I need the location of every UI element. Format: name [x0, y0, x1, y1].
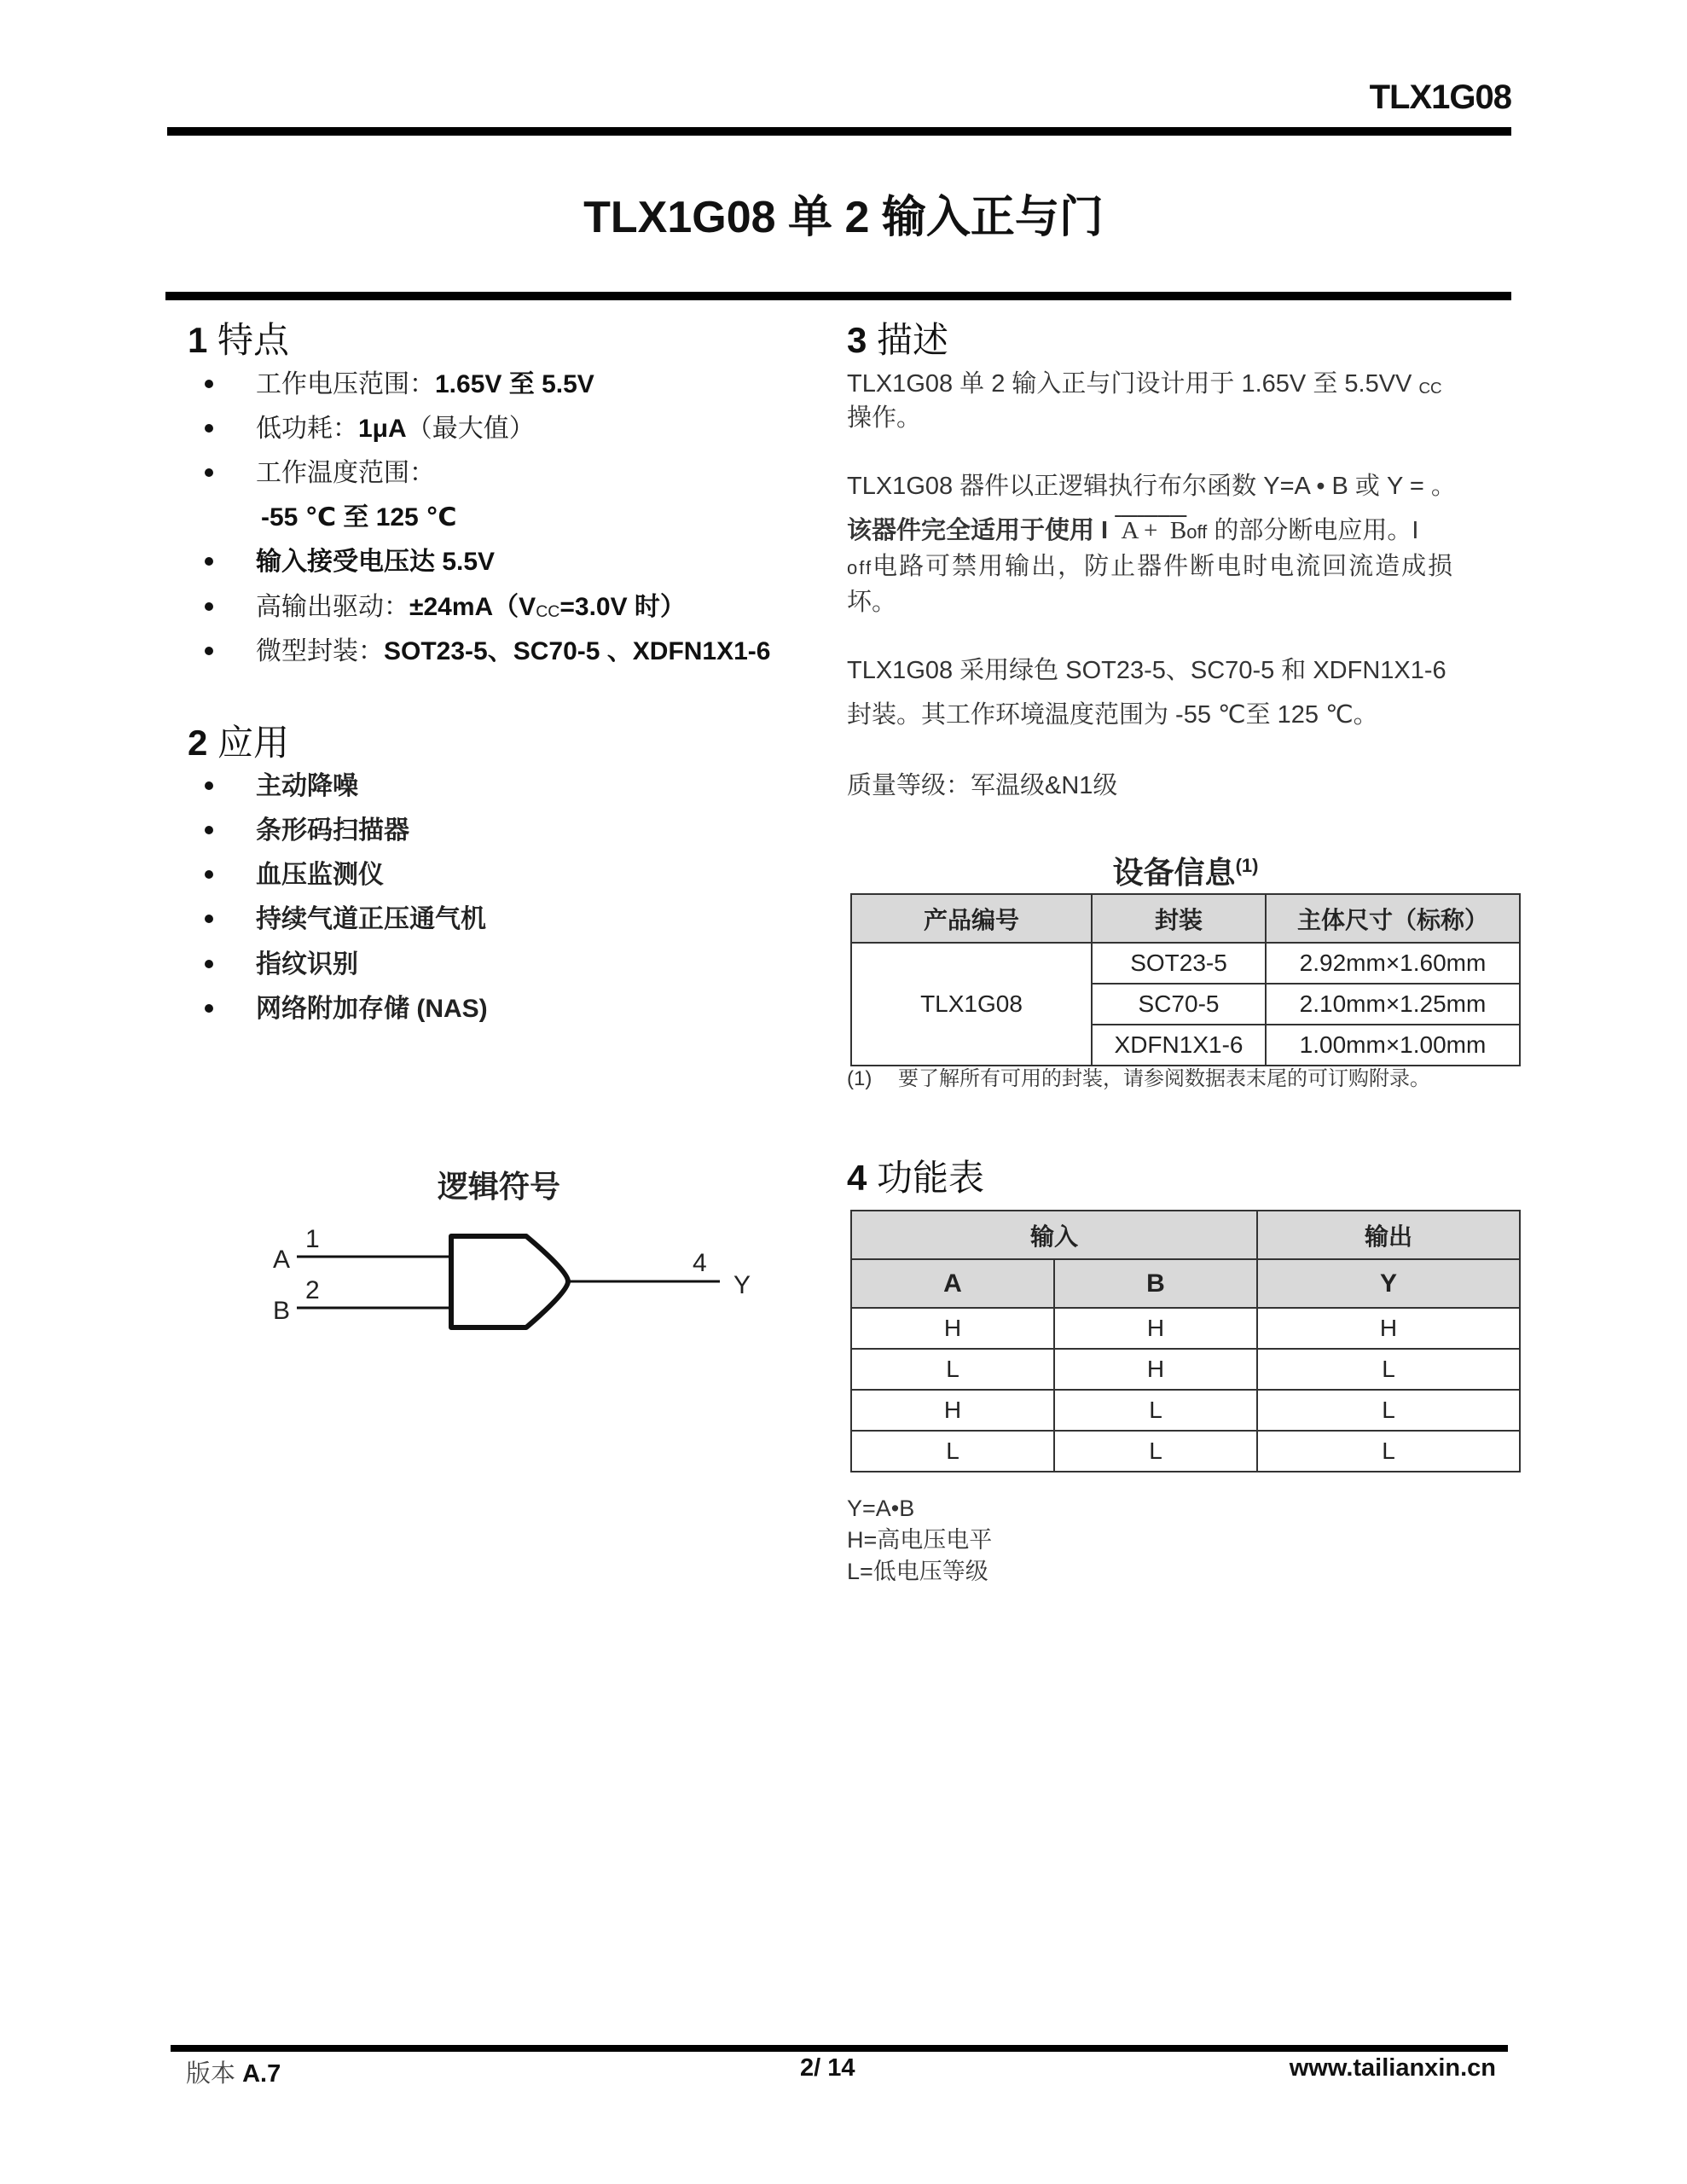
overline-expression	[1115, 517, 1186, 544]
feature-item-package	[256, 639, 771, 665]
cell-a: H	[851, 1390, 1054, 1431]
version-label: 版本	[186, 2060, 236, 2088]
description-p2-line4: 坏。	[847, 589, 897, 616]
size-cell: 1.00mm×1.00mm	[1266, 1025, 1520, 1066]
feature-item-drive	[256, 595, 686, 620]
header-part-number: TLX1G08	[1369, 78, 1511, 116]
cell-b: H	[1054, 1308, 1257, 1349]
package-cell: SOT23-5	[1092, 943, 1266, 984]
cell-y: L	[1257, 1431, 1520, 1472]
feature-label: 工作电压范围：	[256, 370, 435, 398]
cell-y: H	[1257, 1308, 1520, 1349]
feature-value: -55 ℃ 至 125 ℃	[261, 503, 457, 531]
application-item: 血压监测仪	[256, 861, 384, 889]
footnote-text: 要了解所有可用的封装，请参阅数据表末尾的可订购附录。	[898, 1067, 1431, 1090]
table-row	[851, 943, 1520, 984]
description-heading-number: 3	[847, 320, 867, 360]
footnote-ref: (1)	[1235, 855, 1259, 876]
col-header-size: 主体尺寸（标称）	[1266, 894, 1520, 943]
footnote-number: (1)	[847, 1067, 872, 1090]
feature-value: 5.5V	[442, 548, 496, 576]
application-item: 主动降噪	[256, 772, 358, 800]
table-row	[851, 1308, 1520, 1349]
applications-heading-number: 2	[188, 723, 208, 763]
device-info-footnote	[847, 1061, 1430, 1091]
function-heading-text: 功能表	[877, 1158, 985, 1198]
feature-item-temp	[256, 461, 435, 486]
bold-text: 该器件完全适用于使用 I	[847, 517, 1109, 544]
cell-b: L	[1054, 1431, 1257, 1472]
input-a-label: A	[273, 1246, 291, 1274]
feature-label: 微型封装：	[256, 637, 384, 665]
cell-b: H	[1054, 1349, 1257, 1390]
feature-item-power	[256, 416, 535, 442]
feature-subscript: CC	[536, 601, 560, 621]
application-item: 网络附加存储 (NAS)	[256, 995, 488, 1023]
footer-page-number: 2/ 14	[800, 2054, 855, 2082]
feature-suffix: （最大值）	[406, 415, 535, 443]
features-heading-text: 特点	[217, 320, 290, 360]
bullet-icon	[205, 1004, 213, 1013]
features-heading-number: 1	[188, 320, 208, 360]
bullet-icon	[205, 915, 213, 923]
description-heading	[847, 322, 948, 358]
applications-heading-text: 应用	[217, 723, 290, 763]
bullet-icon	[205, 380, 213, 388]
pin-1-label: 1	[305, 1225, 320, 1253]
description-p2-line3	[847, 555, 1454, 579]
bullet-icon	[205, 557, 213, 566]
table-row	[851, 1390, 1520, 1431]
off-subscript: off	[1186, 521, 1208, 543]
table-header-row	[851, 894, 1520, 943]
input-b-label: B	[273, 1297, 291, 1325]
header-rule	[167, 127, 1511, 136]
footer-website-link[interactable]: www.tailianxin.cn	[1289, 2054, 1496, 2082]
bullet-icon	[205, 826, 213, 834]
group-header-row	[851, 1211, 1520, 1259]
bullet-icon	[205, 424, 213, 433]
col-header-b: B	[1054, 1259, 1257, 1308]
features-heading	[188, 322, 289, 358]
description-p3-line2: 封装。其工作环境温度范围为 -55 ℃至 125 ℃。	[847, 701, 1378, 729]
b-bar: B	[1169, 517, 1187, 544]
bullet-icon	[205, 781, 213, 790]
pin-2-label: 2	[305, 1276, 320, 1304]
function-table	[850, 1210, 1521, 1472]
pin-4-label: 4	[693, 1249, 707, 1277]
description-p2-line1: TLX1G08 器件以正逻辑执行布尔函数 Y=A • B 或 Y = 。	[847, 473, 1456, 500]
cell-a: L	[851, 1349, 1054, 1390]
bullet-icon	[205, 647, 213, 655]
table-row	[851, 1431, 1520, 1472]
feature-item-input-voltage	[256, 549, 495, 575]
footer-rule	[171, 2045, 1508, 2052]
application-item: 持续气道正压通气机	[256, 905, 486, 933]
function-table-heading	[847, 1160, 984, 1196]
function-heading-number: 4	[847, 1158, 867, 1198]
description-p1-line1	[847, 372, 1442, 397]
off-subscript: off	[847, 557, 873, 578]
package-cell: XDFN1X1-6	[1092, 1025, 1266, 1066]
col-header-y: Y	[1257, 1259, 1520, 1308]
application-item: 条形码扫描器	[256, 816, 409, 845]
text: 的部分断电应用。I	[1207, 517, 1419, 544]
feature-item-voltage	[256, 372, 594, 398]
outputs-group-header: 输出	[1257, 1211, 1520, 1259]
text: 电路可禁用输出，防止器件断电时电流回流造成损	[872, 553, 1455, 580]
feature-value: SOT23-5、SC70-5 、XDFN1X1-6	[384, 637, 771, 665]
feature-label: 输入接受电压达	[256, 548, 443, 576]
col-header-row	[851, 1259, 1520, 1308]
feature-label: 高输出驱动：	[256, 593, 409, 621]
plus: +	[1144, 517, 1158, 544]
feature-value: =3.0V 时）	[559, 593, 686, 621]
title-rule	[165, 292, 1511, 300]
and-gate-body	[451, 1236, 568, 1327]
note-equation: Y=A•B	[847, 1496, 915, 1521]
note-low: L=低电压等级	[847, 1559, 988, 1584]
inputs-group-header: 输入	[851, 1211, 1257, 1259]
application-item: 指纹识别	[256, 950, 358, 979]
output-y-label: Y	[733, 1271, 751, 1299]
cell-a: L	[851, 1431, 1054, 1472]
bullet-icon	[205, 468, 213, 477]
bullet-icon	[205, 602, 213, 611]
quality-grade: 质量等级：军温级&N1级	[847, 772, 1118, 799]
feature-value: 1.65V 至 5.5V	[435, 370, 594, 398]
description-heading-text: 描述	[877, 320, 949, 360]
table-row	[851, 1349, 1520, 1390]
footer-version	[186, 2054, 281, 2089]
feature-label: 低功耗：	[256, 415, 358, 443]
feature-value: 1μA	[358, 415, 407, 443]
description-p1-line2: 操作。	[847, 404, 922, 432]
bullet-icon	[205, 870, 213, 879]
package-cell: SC70-5	[1092, 984, 1266, 1025]
feature-value: ±24mA（V	[409, 593, 536, 621]
logic-symbol-title: 逻辑符号	[437, 1169, 560, 1204]
cell-a: H	[851, 1308, 1054, 1349]
col-header-package: 封装	[1092, 894, 1266, 943]
applications-heading	[188, 725, 289, 761]
col-header-a: A	[851, 1259, 1054, 1308]
version-value: A.7	[242, 2060, 281, 2088]
col-header-part: 产品编号	[851, 894, 1092, 943]
description-p2-line2	[847, 519, 1418, 543]
cell-y: L	[1257, 1390, 1520, 1431]
subscript: CC	[1418, 378, 1442, 397]
feature-label: 工作温度范围：	[256, 459, 435, 487]
description-p3-line1: TLX1G08 采用绿色 SOT23-5、SC70-5 和 XDFN1X1-6	[847, 657, 1446, 684]
a-bar: A	[1121, 517, 1138, 544]
cell-b: L	[1054, 1390, 1257, 1431]
feature-item-temp-range	[261, 505, 456, 531]
size-cell: 2.92mm×1.60mm	[1266, 943, 1520, 984]
page-title: TLX1G08 单 2 输入正与门	[583, 193, 1104, 242]
device-info-table	[850, 893, 1521, 1066]
cell-y: L	[1257, 1349, 1520, 1390]
device-info-title-text: 设备信息	[1112, 855, 1236, 890]
size-cell: 2.10mm×1.25mm	[1266, 984, 1520, 1025]
text: TLX1G08 单 2 输入正与门设计用于 1.65V 至 5.5VV	[847, 370, 1412, 398]
device-info-title	[1023, 849, 1348, 892]
function-notes	[847, 1493, 992, 1588]
and-gate-diagram	[256, 1211, 768, 1348]
part-number-cell: TLX1G08	[851, 943, 1092, 1066]
note-high: H=高电压电平	[847, 1527, 993, 1553]
bullet-icon	[205, 960, 213, 968]
